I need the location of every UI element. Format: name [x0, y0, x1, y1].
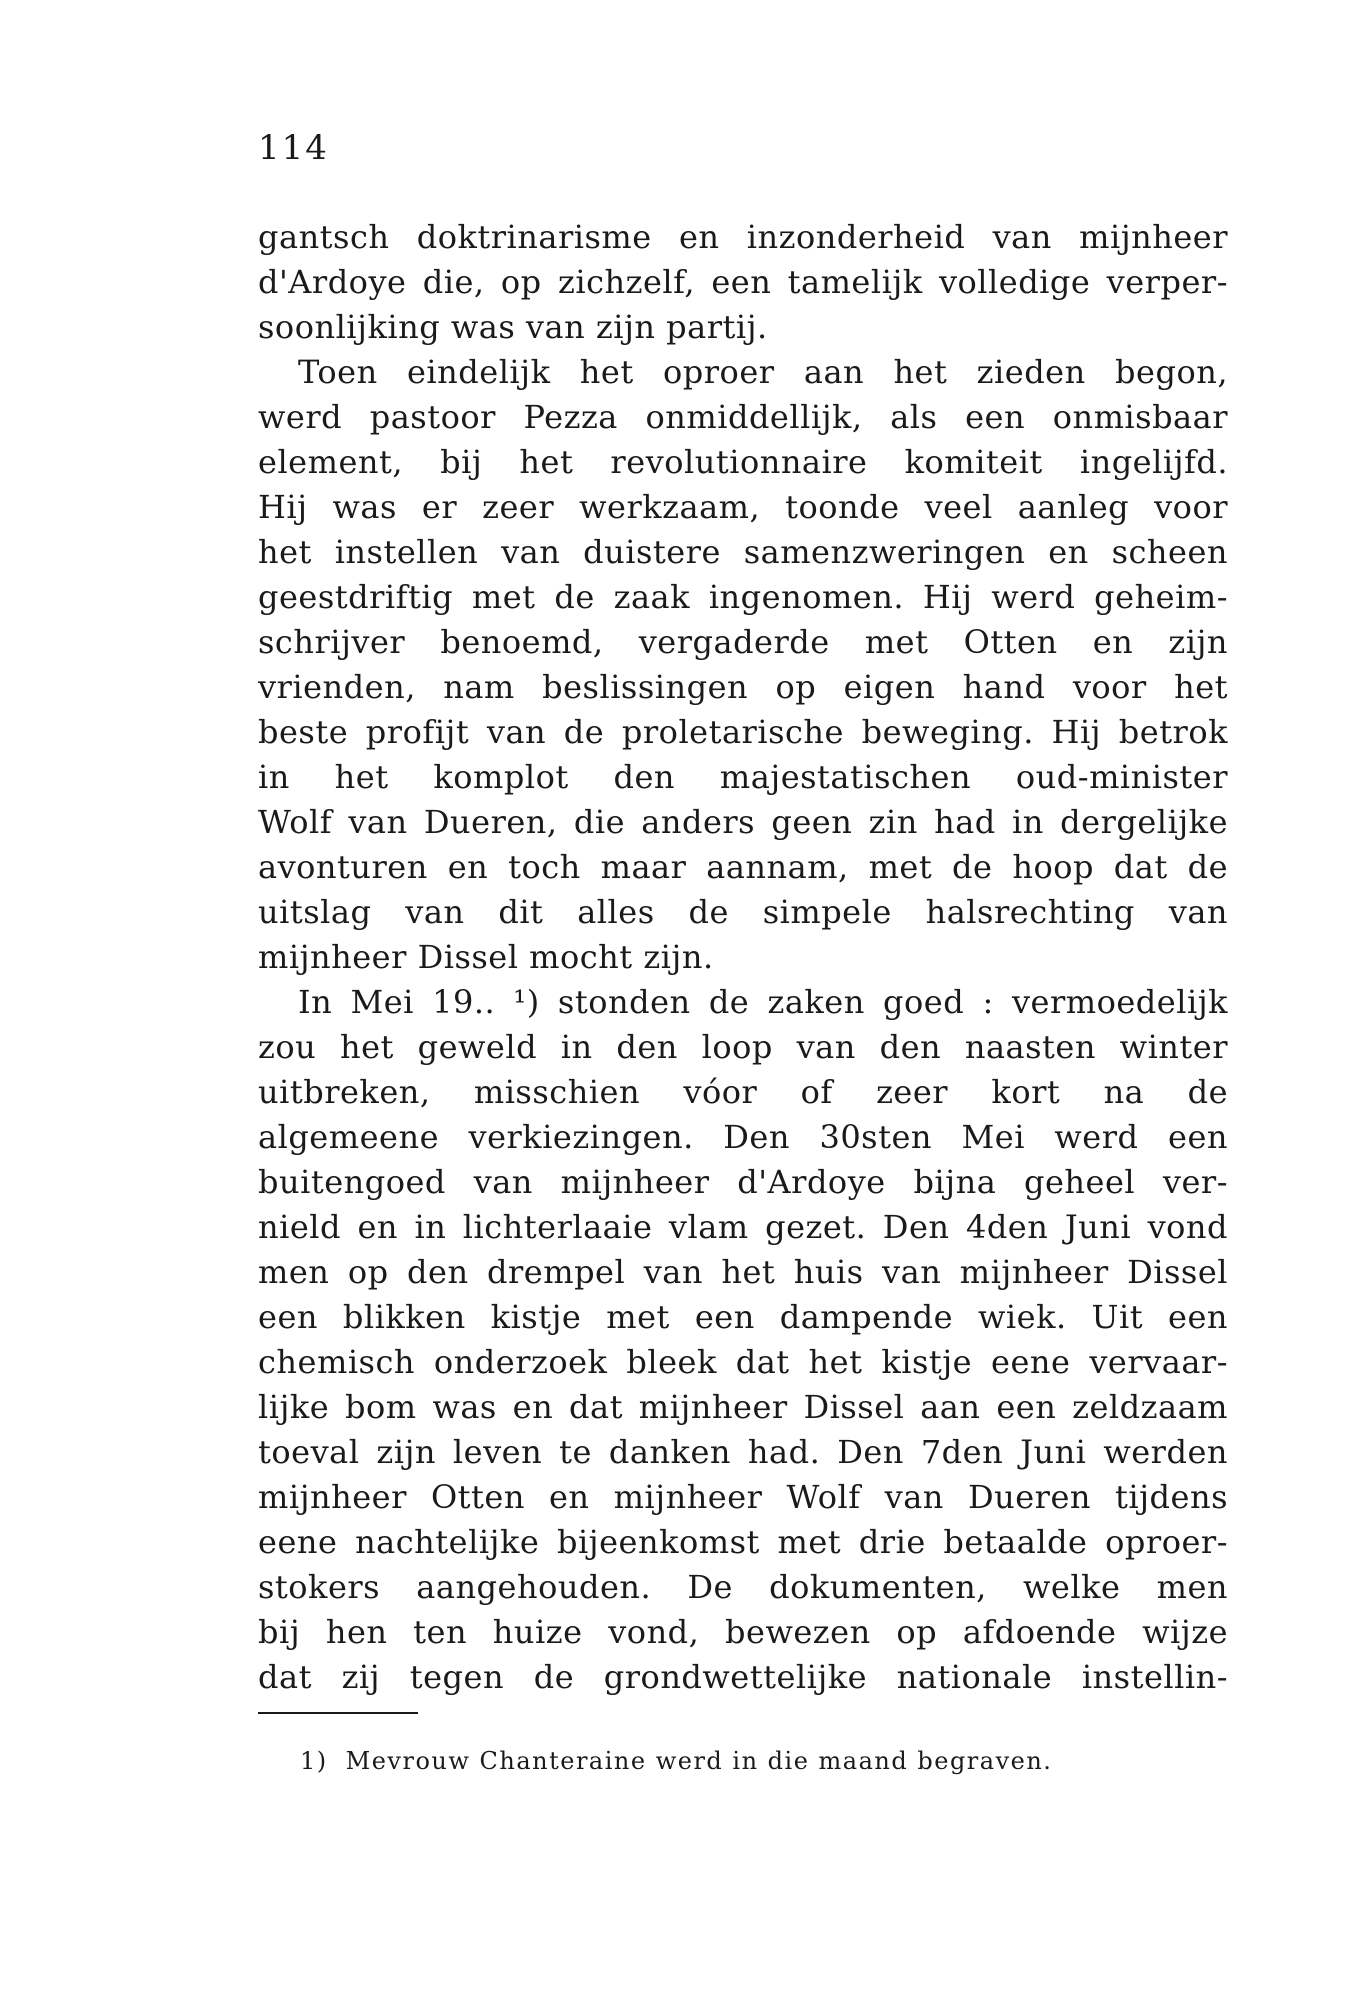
text-line: stokers aangehouden. De dokumenten, welke men	[258, 1568, 1228, 1606]
footnote-divider	[258, 1712, 418, 1714]
text-line: Toen eindelijk het oproer aan het zieden begon,	[298, 353, 1228, 391]
text-line: in het komplot den majestatischen oud-minister	[258, 758, 1228, 796]
text-line: mijnheer Otten en mijnheer Wolf van Dueren tijdens	[258, 1478, 1228, 1516]
text-line: uitslag van dit alles de simpele halsrechting van	[258, 893, 1228, 931]
text-line: mijnheer Dissel mocht zijn.	[258, 938, 714, 976]
text-line: chemisch onderzoek bleek dat het kistje eene vervaar-	[258, 1343, 1228, 1381]
text-line: avonturen en toch maar aannam, met de hoop dat de	[258, 848, 1228, 886]
text-line: zou het geweld in den loop van den naasten winter	[258, 1028, 1228, 1066]
text-line: algemeene verkiezingen. Den 30sten Mei werd een	[258, 1118, 1228, 1156]
text-line: een blikken kistje met een dampende wiek. Uit een	[258, 1298, 1228, 1336]
body-text	[258, 215, 1228, 1700]
text-line: In Mei 19.. ¹) stonden de zaken goed : vermoedelijk	[298, 983, 1228, 1021]
text-line: Hij was er zeer werkzaam, toonde veel aanleg voor	[258, 488, 1228, 526]
text-line: soonlijking was van zijn partij.	[258, 308, 768, 346]
text-line: toeval zijn leven te danken had. Den 7den Juni werden	[258, 1433, 1228, 1471]
text-line: bij hen ten huize vond, bewezen op afdoende wijze	[258, 1613, 1228, 1651]
footnote	[300, 1746, 1052, 1776]
text-line: element, bij het revolutionnaire komiteit ingelijfd.	[258, 443, 1228, 481]
text-line: buitengoed van mijnheer d'Ardoye bijna geheel ver-	[258, 1163, 1228, 1201]
text-line: werd pastoor Pezza onmiddellijk, als een onmisbaar	[258, 398, 1228, 436]
text-line: d'Ardoye die, op zichzelf, een tamelijk volledige verper-	[258, 263, 1228, 301]
text-line: uitbreken, misschien vóor of zeer kort na de	[258, 1073, 1228, 1111]
text-line: vrienden, nam beslissingen op eigen hand voor het	[258, 668, 1228, 706]
text-line: eene nachtelijke bijeenkomst met drie betaalde oproer-	[258, 1523, 1228, 1561]
text-line: men op den drempel van het huis van mijnheer Dissel	[258, 1253, 1228, 1291]
text-line: gantsch doktrinarisme en inzonderheid van mijnheer	[258, 218, 1228, 256]
page-number: 114	[258, 128, 329, 168]
text-line: het instellen van duistere samenzweringen en scheen	[258, 533, 1228, 571]
text-line: beste profijt van de proletarische beweging. Hij betrok	[258, 713, 1228, 751]
text-line: dat zij tegen de grondwettelijke nationale instellin-	[258, 1658, 1228, 1696]
text-line: schrijver benoemd, vergaderde met Otten en zijn	[258, 623, 1228, 661]
text-line: nield en in lichterlaaie vlam gezet. Den 4den Juni vond	[258, 1208, 1228, 1246]
text-line: lijke bom was en dat mijnheer Dissel aan een zeldzaam	[258, 1388, 1228, 1426]
text-line: geestdriftig met de zaak ingenomen. Hij werd geheim-	[258, 578, 1228, 616]
text-line: Wolf van Dueren, die anders geen zin had in dergelijke	[258, 803, 1228, 841]
footnote-marker: 1)	[300, 1747, 328, 1775]
footnote-text: Mevrouw Chanteraine werd in die maand begraven.	[345, 1747, 1053, 1775]
